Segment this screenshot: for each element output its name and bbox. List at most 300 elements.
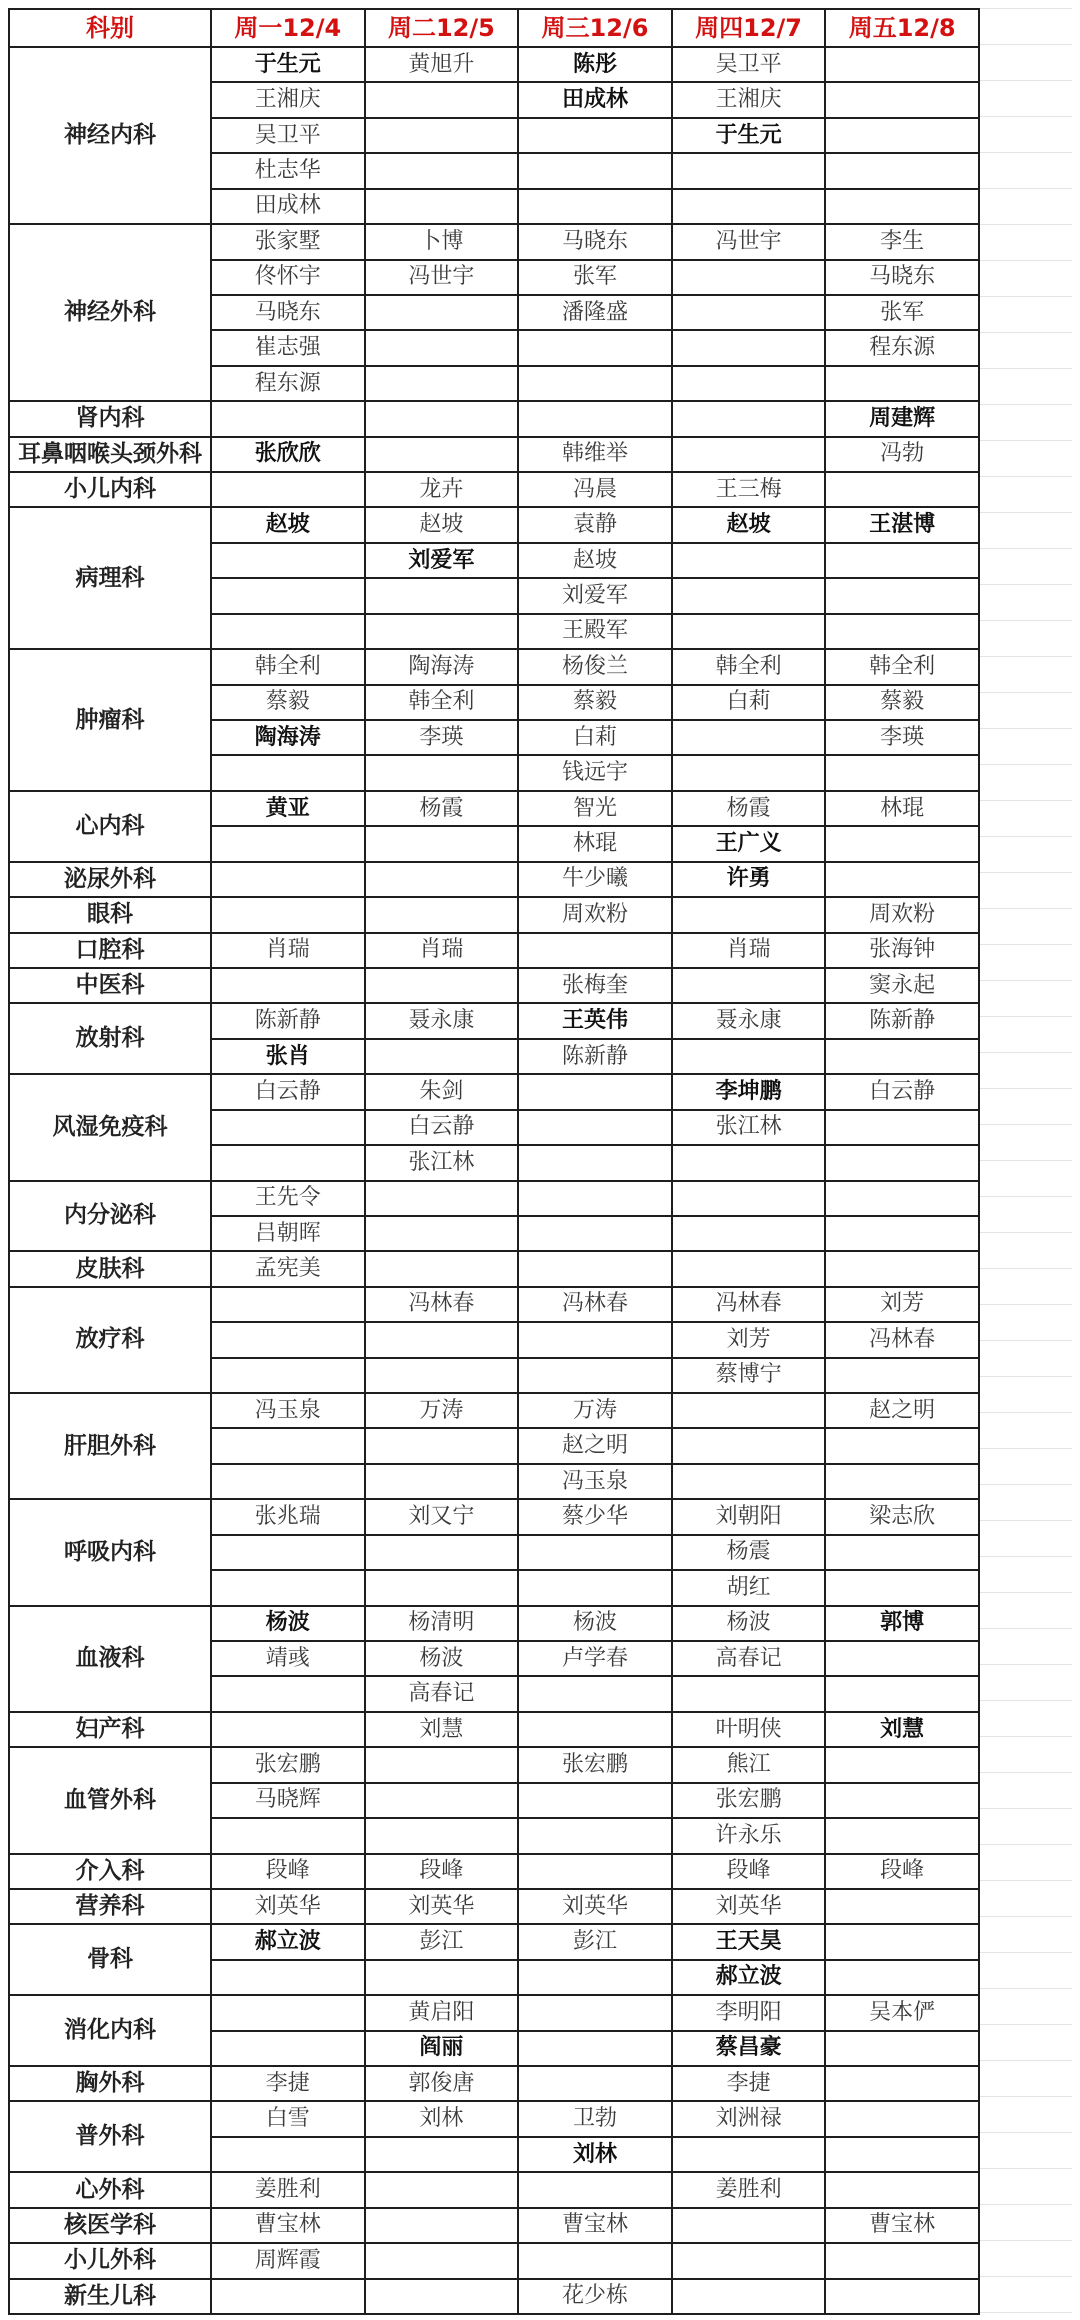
department-name: 皮肤科 bbox=[9, 1251, 211, 1286]
schedule-cell bbox=[365, 1499, 519, 1534]
schedule-cell bbox=[365, 2208, 519, 2243]
schedule-cell bbox=[672, 1570, 826, 1605]
schedule-cell bbox=[518, 295, 672, 330]
doctor-name: 冯世宇 bbox=[408, 264, 475, 290]
doctor-name: 马晓东 bbox=[869, 264, 936, 290]
schedule-cell bbox=[825, 1995, 979, 2030]
doctor-name: 于生元 bbox=[715, 122, 782, 148]
schedule-cell bbox=[825, 1783, 979, 1818]
doctor-name: 李捷 bbox=[726, 2070, 771, 2096]
schedule-cell bbox=[365, 1216, 519, 1251]
schedule-cell bbox=[211, 1216, 365, 1251]
doctor-name: 刘林 bbox=[572, 2141, 617, 2167]
doctor-name: 许永乐 bbox=[715, 1822, 782, 1848]
schedule-cell bbox=[825, 224, 979, 259]
schedule-cell bbox=[211, 826, 365, 861]
schedule-cell bbox=[672, 47, 826, 82]
doctor-name: 许勇 bbox=[726, 866, 771, 892]
schedule-cell bbox=[672, 2031, 826, 2066]
schedule-cell bbox=[365, 2279, 519, 2314]
doctor-name: 潘隆盛 bbox=[561, 299, 628, 325]
doctor-name: 蔡毅 bbox=[572, 689, 617, 715]
schedule-cell bbox=[672, 1393, 826, 1428]
table-row bbox=[9, 2279, 979, 2314]
doctor-name: 张海钟 bbox=[869, 937, 936, 963]
doctor-name: 冯玉泉 bbox=[561, 1468, 628, 1494]
schedule-cell bbox=[365, 543, 519, 578]
schedule-cell bbox=[825, 897, 979, 932]
doctor-name: 赵之明 bbox=[561, 1433, 628, 1459]
doctor-name: 韩全利 bbox=[715, 653, 782, 679]
schedule-cell bbox=[672, 1074, 826, 1109]
schedule-cell bbox=[211, 2279, 365, 2314]
schedule-cell bbox=[518, 933, 672, 968]
doctor-name: 郭俊唐 bbox=[408, 2070, 475, 2096]
schedule-cell bbox=[672, 2172, 826, 2207]
schedule-cell bbox=[211, 507, 365, 542]
schedule-cell bbox=[825, 1712, 979, 1747]
doctor-name: 高春记 bbox=[715, 1645, 782, 1671]
doctor-name: 蔡少华 bbox=[561, 1504, 628, 1529]
doctor-name: 段峰 bbox=[880, 1858, 925, 1884]
schedule-cell bbox=[672, 1747, 826, 1782]
schedule-cell bbox=[518, 968, 672, 1003]
department-name: 泌尿外科 bbox=[9, 862, 211, 897]
schedule-cell bbox=[518, 2279, 672, 2314]
schedule-cell bbox=[365, 1003, 519, 1038]
schedule-cell bbox=[365, 791, 519, 826]
header-department: 科别 bbox=[9, 9, 211, 47]
doctor-name: 段峰 bbox=[726, 1858, 771, 1884]
doctor-name: 杨霞 bbox=[726, 795, 771, 821]
table-row bbox=[9, 2066, 979, 2101]
schedule-cell bbox=[211, 82, 365, 117]
table-row bbox=[9, 897, 979, 932]
schedule-cell bbox=[211, 755, 365, 790]
doctor-name: 张宏鹏 bbox=[715, 1787, 782, 1813]
doctor-name: 王湘庆 bbox=[715, 87, 782, 113]
schedule-cell bbox=[365, 1535, 519, 1570]
schedule-cell bbox=[365, 437, 519, 472]
doctor-name: 蔡毅 bbox=[265, 689, 310, 715]
schedule-cell bbox=[672, 1287, 826, 1322]
department-name: 小儿内科 bbox=[9, 472, 211, 507]
schedule-cell bbox=[518, 1960, 672, 1995]
doctor-name: 蔡昌豪 bbox=[715, 2035, 782, 2061]
doctor-name: 白雪 bbox=[265, 2106, 310, 2132]
header-row bbox=[9, 9, 979, 47]
schedule-cell bbox=[672, 1499, 826, 1534]
schedule-cell bbox=[825, 1535, 979, 1570]
doctor-name: 白莉 bbox=[726, 689, 771, 715]
schedule-cell bbox=[825, 1641, 979, 1676]
table-row bbox=[9, 437, 979, 472]
schedule-cell bbox=[672, 614, 826, 649]
schedule-cell bbox=[518, 578, 672, 613]
schedule-cell bbox=[672, 1924, 826, 1959]
schedule-cell bbox=[211, 1287, 365, 1322]
doctor-name: 冯林春 bbox=[869, 1326, 936, 1352]
doctor-name: 张家墅 bbox=[254, 228, 321, 254]
schedule-cell bbox=[211, 2031, 365, 2066]
schedule-cell bbox=[825, 260, 979, 295]
doctor-name: 刘爱军 bbox=[408, 547, 475, 573]
schedule-cell bbox=[211, 578, 365, 613]
schedule-cell bbox=[365, 968, 519, 1003]
schedule-cell bbox=[518, 2101, 672, 2136]
schedule-cell bbox=[211, 1535, 365, 1570]
schedule-cell bbox=[211, 1924, 365, 1959]
schedule-cell bbox=[365, 1074, 519, 1109]
schedule-cell bbox=[672, 2243, 826, 2278]
doctor-name: 张梅奎 bbox=[561, 972, 628, 998]
department-name: 耳鼻咽喉头颈外科 bbox=[9, 437, 211, 472]
department-name: 神经外科 bbox=[9, 224, 211, 401]
schedule-cell bbox=[672, 1889, 826, 1924]
department-name: 肾内科 bbox=[9, 401, 211, 436]
table-row bbox=[9, 1393, 979, 1428]
table-row bbox=[9, 1606, 979, 1641]
doctor-name: 赵之明 bbox=[869, 1397, 936, 1423]
schedule-cell bbox=[518, 1499, 672, 1534]
schedule-cell bbox=[825, 826, 979, 861]
header-day-thu: 周四12/7 bbox=[672, 9, 826, 47]
schedule-cell bbox=[672, 1216, 826, 1251]
schedule-cell bbox=[825, 543, 979, 578]
department-name: 眼科 bbox=[9, 897, 211, 932]
schedule-cell bbox=[518, 2243, 672, 2278]
schedule-cell bbox=[211, 224, 365, 259]
schedule-cell bbox=[365, 1606, 519, 1641]
doctor-name: 高春记 bbox=[408, 1681, 475, 1707]
schedule-cell bbox=[672, 366, 826, 401]
doctor-name: 赵坡 bbox=[572, 547, 617, 573]
doctor-name: 李明阳 bbox=[715, 1999, 782, 2025]
schedule-cell bbox=[365, 153, 519, 188]
schedule-cell bbox=[365, 1145, 519, 1180]
schedule-cell bbox=[518, 2066, 672, 2101]
header-day-tue: 周二12/5 bbox=[365, 9, 519, 47]
schedule-cell bbox=[211, 933, 365, 968]
header-day-wed: 周三12/6 bbox=[518, 9, 672, 47]
doctor-name: 刘爱军 bbox=[561, 583, 628, 609]
schedule-cell bbox=[211, 1358, 365, 1393]
doctor-name: 周欢粉 bbox=[561, 901, 628, 927]
doctor-name: 卢学春 bbox=[561, 1645, 628, 1671]
schedule-cell bbox=[365, 507, 519, 542]
schedule-cell bbox=[518, 1251, 672, 1286]
schedule-cell bbox=[672, 1818, 826, 1853]
schedule-cell bbox=[825, 1960, 979, 1995]
schedule-cell bbox=[672, 472, 826, 507]
doctor-name: 刘慧 bbox=[419, 1716, 464, 1742]
schedule-cell bbox=[518, 2031, 672, 2066]
doctor-name: 冯世宇 bbox=[715, 228, 782, 254]
doctor-name: 朱剑 bbox=[419, 1078, 464, 1104]
doctor-name: 冯林春 bbox=[408, 1291, 475, 1317]
doctor-name: 韩全利 bbox=[408, 689, 475, 715]
schedule-cell bbox=[518, 1181, 672, 1216]
table-row bbox=[9, 2172, 979, 2207]
doctor-name: 刘洲禄 bbox=[715, 2106, 782, 2132]
department-name: 介入科 bbox=[9, 1854, 211, 1889]
schedule-cell bbox=[518, 224, 672, 259]
schedule-cell bbox=[365, 2137, 519, 2172]
doctor-name: 李瑛 bbox=[880, 724, 925, 750]
schedule-cell bbox=[518, 118, 672, 153]
department-name: 神经内科 bbox=[9, 47, 211, 224]
department-name: 胸外科 bbox=[9, 2066, 211, 2101]
table-row bbox=[9, 2208, 979, 2243]
doctor-name: 杨清明 bbox=[408, 1610, 475, 1636]
schedule-cell bbox=[825, 1499, 979, 1534]
doctor-name: 刘英华 bbox=[561, 1893, 628, 1919]
schedule-cell bbox=[672, 1464, 826, 1499]
schedule-cell bbox=[672, 1110, 826, 1145]
doctor-name: 王英伟 bbox=[561, 1008, 628, 1034]
table-row bbox=[9, 2101, 979, 2136]
doctor-name: 陶海涛 bbox=[408, 653, 475, 679]
schedule-cell bbox=[672, 330, 826, 365]
department-name: 新生儿科 bbox=[9, 2279, 211, 2314]
schedule-cell bbox=[518, 826, 672, 861]
schedule-cell bbox=[211, 1747, 365, 1782]
schedule-cell bbox=[518, 1039, 672, 1074]
schedule-cell bbox=[672, 862, 826, 897]
doctor-name: 田成林 bbox=[561, 87, 628, 113]
table-row bbox=[9, 1181, 979, 1216]
schedule-cell bbox=[825, 366, 979, 401]
doctor-name: 张军 bbox=[880, 299, 925, 325]
doctor-name: 黄亚 bbox=[265, 795, 310, 821]
schedule-cell bbox=[365, 118, 519, 153]
doctor-name: 崔志强 bbox=[254, 335, 321, 361]
schedule-cell bbox=[672, 2101, 826, 2136]
table-row bbox=[9, 224, 979, 259]
schedule-cell bbox=[365, 578, 519, 613]
table-row bbox=[9, 1499, 979, 1534]
schedule-cell bbox=[211, 720, 365, 755]
schedule-cell bbox=[518, 189, 672, 224]
department-name: 中医科 bbox=[9, 968, 211, 1003]
table-row bbox=[9, 968, 979, 1003]
schedule-cell bbox=[518, 791, 672, 826]
doctor-name: 曹宝林 bbox=[869, 2212, 936, 2238]
doctor-name: 郝立波 bbox=[254, 1929, 321, 1955]
doctor-name: 钱远宇 bbox=[561, 760, 628, 786]
schedule-cell bbox=[825, 755, 979, 790]
schedule-cell bbox=[672, 755, 826, 790]
schedule-cell bbox=[365, 1464, 519, 1499]
doctor-name: 李瑛 bbox=[419, 724, 464, 750]
schedule-cell bbox=[211, 437, 365, 472]
schedule-cell bbox=[211, 2066, 365, 2101]
schedule-cell bbox=[211, 1676, 365, 1711]
doctor-name: 韩全利 bbox=[869, 653, 936, 679]
doctor-name: 白莉 bbox=[572, 724, 617, 750]
schedule-cell bbox=[672, 1606, 826, 1641]
schedule-cell bbox=[825, 1818, 979, 1853]
schedule-cell bbox=[365, 1358, 519, 1393]
schedule-cell bbox=[365, 260, 519, 295]
doctor-name: 张军 bbox=[572, 264, 617, 290]
schedule-cell bbox=[672, 578, 826, 613]
schedule-cell bbox=[365, 1995, 519, 2030]
schedule-cell bbox=[365, 1287, 519, 1322]
doctor-name: 智光 bbox=[572, 795, 617, 821]
doctor-name: 花少栋 bbox=[561, 2283, 628, 2309]
schedule-cell bbox=[825, 189, 979, 224]
doctor-name: 赵坡 bbox=[419, 512, 464, 538]
schedule-cell bbox=[365, 685, 519, 720]
schedule-cell bbox=[825, 1924, 979, 1959]
doctor-name: 吴本俨 bbox=[869, 1999, 936, 2025]
schedule-cell bbox=[211, 1251, 365, 1286]
doctor-name: 袁静 bbox=[572, 512, 617, 538]
doctor-name: 李生 bbox=[880, 228, 925, 254]
doctor-name: 陈新静 bbox=[254, 1008, 321, 1034]
schedule-cell bbox=[825, 1570, 979, 1605]
doctor-name: 聂永康 bbox=[715, 1008, 782, 1034]
doctor-name: 张肖 bbox=[265, 1043, 310, 1069]
table-row bbox=[9, 401, 979, 436]
schedule-cell bbox=[825, 720, 979, 755]
doctor-name: 刘朝阳 bbox=[715, 1504, 782, 1529]
schedule-cell bbox=[672, 1960, 826, 1995]
doctor-name: 王殿军 bbox=[561, 618, 628, 644]
schedule-cell bbox=[672, 2279, 826, 2314]
doctor-name: 龙卉 bbox=[419, 476, 464, 502]
schedule-cell bbox=[518, 1110, 672, 1145]
schedule-cell bbox=[365, 1181, 519, 1216]
schedule-cell bbox=[825, 1039, 979, 1074]
schedule-cell bbox=[365, 1676, 519, 1711]
schedule-cell bbox=[211, 1712, 365, 1747]
schedule-cell bbox=[518, 720, 672, 755]
doctor-name: 梁志欣 bbox=[869, 1504, 936, 1529]
schedule-cell bbox=[518, 1641, 672, 1676]
schedule-cell bbox=[672, 2208, 826, 2243]
doctor-name: 阎丽 bbox=[419, 2035, 464, 2061]
doctor-name: 彭江 bbox=[572, 1929, 617, 1955]
schedule-cell bbox=[518, 1535, 672, 1570]
schedule-cell bbox=[825, 1003, 979, 1038]
schedule-cell bbox=[825, 2279, 979, 2314]
schedule-cell bbox=[365, 472, 519, 507]
schedule-cell bbox=[518, 401, 672, 436]
schedule-cell bbox=[825, 578, 979, 613]
schedule-cell bbox=[672, 260, 826, 295]
schedule-cell bbox=[211, 1393, 365, 1428]
schedule-cell bbox=[825, 614, 979, 649]
schedule-cell bbox=[211, 260, 365, 295]
doctor-name: 马晓东 bbox=[561, 228, 628, 254]
schedule-cell bbox=[825, 2137, 979, 2172]
schedule-cell bbox=[825, 2208, 979, 2243]
doctor-name: 冯林春 bbox=[561, 1291, 628, 1317]
schedule-cell bbox=[365, 614, 519, 649]
schedule-cell bbox=[518, 1606, 672, 1641]
schedule-cell bbox=[518, 1924, 672, 1959]
schedule-cell bbox=[365, 1110, 519, 1145]
schedule-cell bbox=[365, 897, 519, 932]
doctor-name: 程东源 bbox=[254, 370, 321, 396]
schedule-cell bbox=[825, 507, 979, 542]
doctor-name: 姜胜利 bbox=[715, 2177, 782, 2203]
table-row bbox=[9, 472, 979, 507]
schedule-cell bbox=[672, 507, 826, 542]
schedule-cell bbox=[672, 968, 826, 1003]
schedule-cell bbox=[518, 1322, 672, 1357]
doctor-name: 张欣欣 bbox=[254, 441, 321, 467]
schedule-cell bbox=[211, 897, 365, 932]
doctor-name: 赵坡 bbox=[726, 512, 771, 538]
doctor-name: 赵坡 bbox=[265, 512, 310, 538]
schedule-cell bbox=[825, 968, 979, 1003]
doctor-name: 程东源 bbox=[869, 335, 936, 361]
schedule-cell bbox=[672, 1783, 826, 1818]
schedule-cell bbox=[825, 933, 979, 968]
schedule-cell bbox=[365, 47, 519, 82]
doctor-name: 黄启阳 bbox=[408, 1999, 475, 2025]
doctor-name: 冯玉泉 bbox=[254, 1397, 321, 1423]
schedule-cell bbox=[211, 1641, 365, 1676]
schedule-cell bbox=[518, 685, 672, 720]
doctor-name: 白云静 bbox=[254, 1078, 321, 1104]
department-name: 小儿外科 bbox=[9, 2243, 211, 2278]
schedule-cell bbox=[825, 1854, 979, 1889]
schedule-cell bbox=[211, 366, 365, 401]
doctor-name: 田成林 bbox=[254, 193, 321, 219]
doctor-name: 韩维举 bbox=[561, 441, 628, 467]
schedule-cell bbox=[825, 295, 979, 330]
schedule-cell bbox=[825, 1464, 979, 1499]
schedule-cell bbox=[518, 47, 672, 82]
schedule-cell bbox=[825, 1110, 979, 1145]
schedule-cell bbox=[825, 649, 979, 684]
department-name: 放射科 bbox=[9, 1003, 211, 1074]
empty-grid-area bbox=[978, 8, 1072, 2313]
doctor-name: 孟宪美 bbox=[254, 1256, 321, 1282]
schedule-cell bbox=[365, 1393, 519, 1428]
schedule-cell bbox=[365, 2101, 519, 2136]
schedule-cell bbox=[518, 897, 672, 932]
schedule-cell bbox=[365, 2172, 519, 2207]
doctor-name: 王广义 bbox=[715, 830, 782, 856]
schedule-cell bbox=[672, 437, 826, 472]
schedule-cell bbox=[672, 1003, 826, 1038]
schedule-cell bbox=[211, 1783, 365, 1818]
doctor-name: 黄旭升 bbox=[408, 51, 475, 77]
schedule-body bbox=[9, 47, 979, 2314]
table-row bbox=[9, 1287, 979, 1322]
schedule-cell bbox=[518, 1995, 672, 2030]
schedule-cell bbox=[825, 2243, 979, 2278]
schedule-cell bbox=[365, 82, 519, 117]
schedule-cell bbox=[518, 614, 672, 649]
schedule-cell bbox=[211, 118, 365, 153]
department-name: 放疗科 bbox=[9, 1287, 211, 1393]
schedule-cell bbox=[518, 437, 672, 472]
schedule-cell bbox=[518, 2208, 672, 2243]
schedule-cell bbox=[825, 1074, 979, 1109]
doctor-name: 马晓辉 bbox=[254, 1787, 321, 1813]
schedule-cell bbox=[365, 862, 519, 897]
schedule-cell bbox=[518, 1145, 672, 1180]
schedule-cell bbox=[211, 1889, 365, 1924]
schedule-cell bbox=[211, 791, 365, 826]
schedule-cell bbox=[518, 755, 672, 790]
